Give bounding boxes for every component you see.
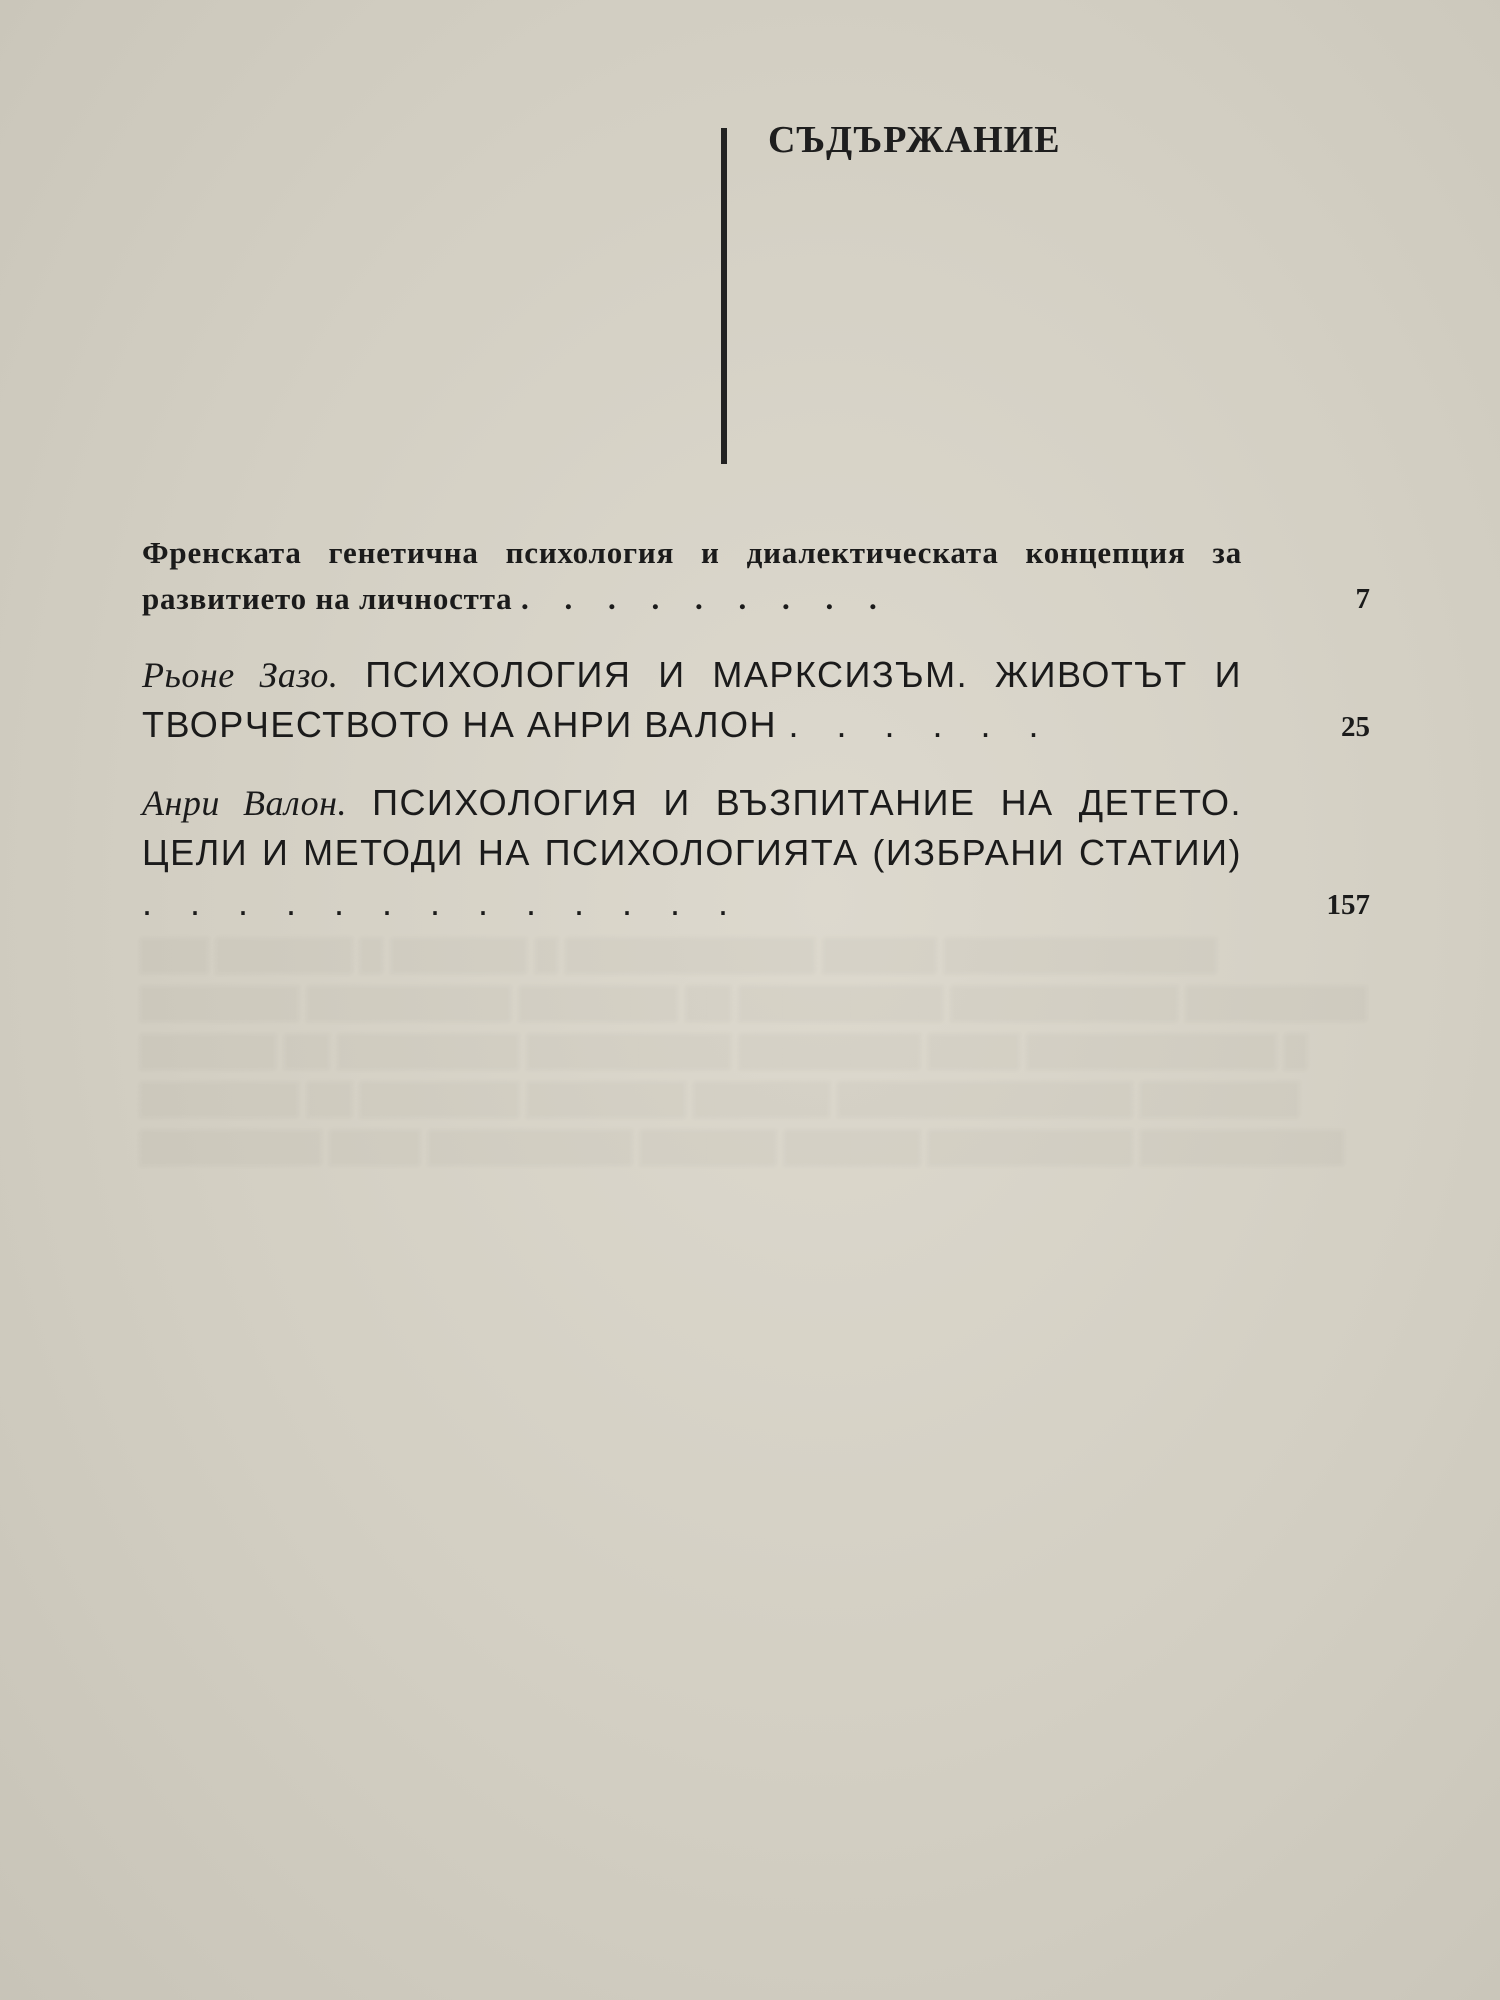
toc-leader-dots: . . . . . . <box>788 704 1053 745</box>
toc-page-number: 157 <box>1326 889 1370 921</box>
toc-entry <box>142 530 1370 622</box>
page-title: СЪДЪРЖАНИЕ <box>768 119 1061 161</box>
toc-entry-author: Анри Валон. <box>142 783 347 823</box>
toc-entry-title: Френската генетична психология и диалектическата концепция за развитието на личността <box>142 535 1242 616</box>
table-of-contents <box>142 530 1370 956</box>
show-through-text: ▒▒▒ ▒▒▒▒▒▒ ▒ ▒▒▒▒▒▒ ▒ ▒▒▒▒▒▒▒▒▒▒▒ ▒▒▒▒▒ ▒▒▒▒▒▒▒▒▒▒▒▒ ▒▒▒▒▒▒▒ ▒▒▒▒▒▒▒▒▒ ▒▒▒▒▒▒▒ ▒▒ ▒▒▒▒▒▒▒▒▒ ▒▒▒▒▒▒▒▒▒▒ ▒▒▒▒▒▒▒▒ ▒▒▒▒▒▒ ▒▒ ▒▒▒▒▒▒▒▒ ▒▒▒▒▒▒▒▒▒ ▒▒▒▒▒▒▒▒ ▒▒▒▒ ▒▒▒▒▒▒▒▒▒▒▒ ▒ ▒▒▒▒▒▒▒ ▒▒ ▒▒▒▒▒▒▒ ▒▒▒▒▒▒▒ ▒▒▒▒▒▒ ▒▒▒▒▒▒▒▒▒▒▒▒▒ ▒▒▒▒▒▒▒ ▒▒▒▒▒▒▒▒ ▒▒▒▒ ▒▒▒▒▒▒▒▒▒ ▒▒▒▒▒▒ ▒▒▒▒▒▒ ▒▒▒▒▒▒▒▒▒ ▒▒▒▒▒▒▒▒▒ <box>140 936 1367 1164</box>
toc-page-number: 7 <box>1355 583 1370 615</box>
toc-entry <box>142 650 1370 750</box>
toc-entry-author: Рьоне Зазо. <box>142 655 339 695</box>
toc-entry <box>142 778 1370 928</box>
toc-entry-title: ПСИХОЛОГИЯ И МАРКСИЗЪМ. ЖИВОТЪТ И ТВОРЧЕСТВОТО НА АНРИ ВАЛОН <box>142 654 1242 745</box>
toc-page-number: 25 <box>1341 711 1370 743</box>
toc-leader-dots: . . . . . . . . . . . . . <box>142 882 743 923</box>
toc-entry-text <box>142 530 1242 622</box>
toc-entry-text <box>142 778 1242 928</box>
toc-entry-text <box>142 650 1242 750</box>
toc-entry-title: ПСИХОЛОГИЯ И ВЪЗПИТАНИЕ НА ДЕТЕТО. ЦЕЛИ И МЕТОДИ НА ПСИХОЛОГИЯТА (ИЗБРАНИ СТАТИИ) <box>142 782 1242 873</box>
vertical-rule <box>721 128 727 464</box>
toc-leader-dots: . . . . . . . . . <box>520 581 891 616</box>
